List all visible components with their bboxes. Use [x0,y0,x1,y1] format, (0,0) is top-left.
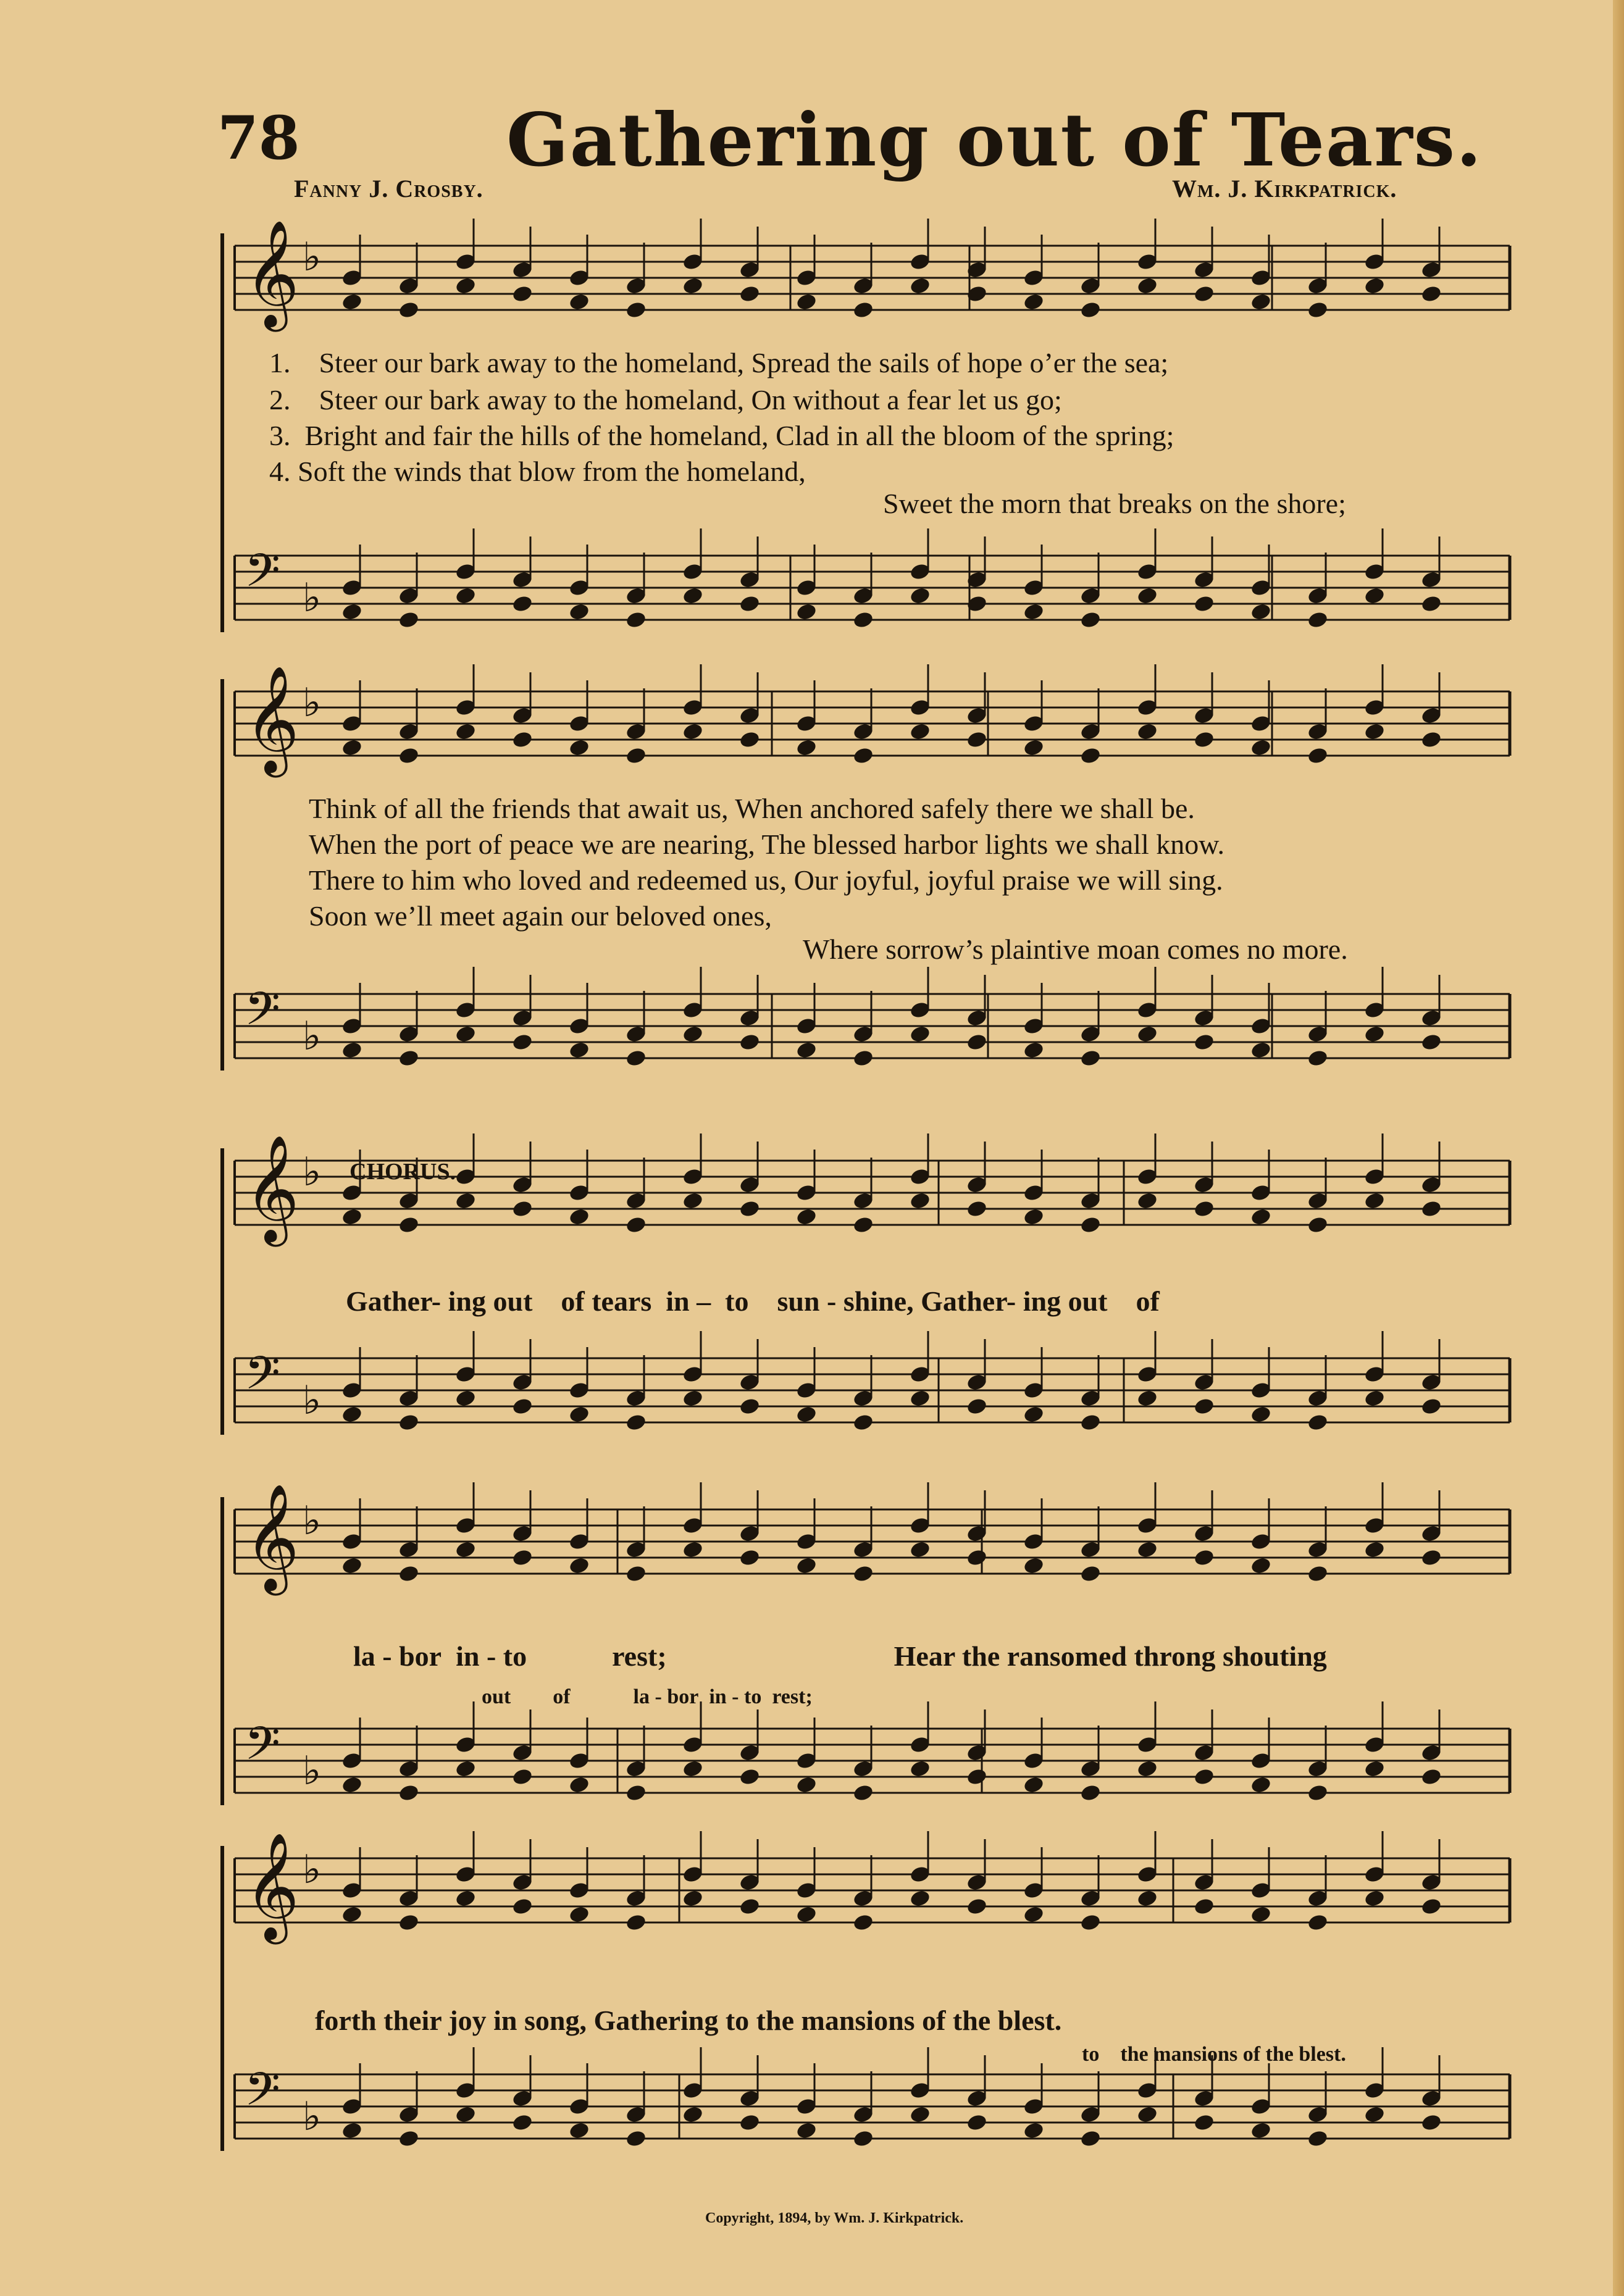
note-head [1307,1049,1329,1068]
chorus-lyric-line-3: forth their joy in song, Gathering to the mansions of the blest. [315,2005,1062,2036]
note-head [1193,1548,1215,1568]
note-head [511,2113,534,2132]
bass-clef: 𝄢 [245,1346,280,1411]
note-head [625,301,647,320]
note-head [1307,1784,1329,1803]
verse-1-line-2: Think of all the friends that await us, When anchored safely there we shall be. [309,793,1195,824]
treble-clef: 𝄞 [245,1832,299,1940]
note-head [568,2121,590,2140]
note-head [1023,1041,1045,1060]
note-head [1250,603,1272,622]
note-head [568,1208,590,1227]
note-head [795,1556,818,1576]
note-head [795,1905,818,1924]
note-head [1136,1760,1158,1779]
note-head [852,611,874,630]
note-head [909,2105,931,2124]
note-head [909,1389,931,1408]
note-head [341,1405,363,1424]
note-head [1363,277,1386,296]
note-head [966,1548,988,1568]
note-head [1363,1192,1386,1211]
note-head [625,2129,647,2148]
note-head [1363,1389,1386,1408]
note-head [1023,1556,1045,1576]
note-head [1136,1025,1158,1044]
chorus-bass-echo-2: to the mansions of the blest. [1082,2043,1346,2066]
note-head [398,1913,420,1932]
note-head [398,746,420,766]
note-head [682,277,704,296]
note-head [682,1540,704,1559]
note-head [398,1784,420,1803]
note-head [1420,1033,1442,1052]
note-head [1363,1889,1386,1908]
note-head [341,1556,363,1576]
note-head [1079,1413,1102,1432]
note-head [625,611,647,630]
note-head [511,1768,534,1787]
note-head [625,1413,647,1432]
note-head [625,1564,647,1584]
note-head [1193,1033,1215,1052]
note-head [1250,293,1272,312]
note-head [1079,1913,1102,1932]
note-head [966,1200,988,1219]
chorus-lyric-line-1: Gather- ing out of tears in – to sun - shine, Gather- ing out of [346,1285,1160,1317]
treble-clef: 𝄞 [245,666,299,773]
note-head [1420,730,1442,749]
note-head [966,1897,988,1916]
chorus-label: CHORUS. [349,1159,456,1185]
note-head [1136,1540,1158,1559]
note-head [1079,1216,1102,1235]
note-head [1136,277,1158,296]
note-head [682,1760,704,1779]
page-edge [1613,0,1624,2296]
note-head [1307,2129,1329,2148]
note-head [682,2105,704,2124]
note-head [398,611,420,630]
note-head [568,1041,590,1060]
note-head [739,2113,761,2132]
note-head [1193,285,1215,304]
note-head [909,277,931,296]
flat-sign: ♭ [303,680,322,726]
note-head [682,1389,704,1408]
note-head [398,1564,420,1584]
note-head [1363,587,1386,606]
note-head [909,1540,931,1559]
note-head [341,603,363,622]
note-head [341,1776,363,1795]
verse-4-line-2-continued: Where sorrow’s plaintive moan comes no more. [803,933,1348,965]
note-head [1136,1389,1158,1408]
flat-sign: ♭ [303,1847,322,1893]
note-head [1023,293,1045,312]
note-head [682,587,704,606]
note-head [682,1025,704,1044]
flat-sign: ♭ [303,1498,322,1544]
chorus-lyric-line-2: la - bor in - to rest; Hear the ransomed throng shouting [353,1640,1327,1672]
note-head [341,1905,363,1924]
note-head [1136,2105,1158,2124]
note-head [511,730,534,749]
note-head [795,1208,818,1227]
note-head [795,738,818,758]
note-head [795,1776,818,1795]
verse-3-line-2: There to him who loved and redeemed us, Our joyful, joyful praise we will sing. [309,864,1223,896]
note-head [625,746,647,766]
flat-sign: ♭ [303,575,322,621]
treble-clef: 𝄞 [245,1135,299,1242]
note-head [454,587,477,606]
note-head [454,1540,477,1559]
note-head [568,293,590,312]
note-head [1023,1905,1045,1924]
note-head [682,1889,704,1908]
note-head [1023,2121,1045,2140]
note-head [909,587,931,606]
note-head [568,1405,590,1424]
note-head [511,1033,534,1052]
note-head [739,1897,761,1916]
note-head [625,1784,647,1803]
verse-2-line-1: 2. Steer our bark away to the homeland, On without a fear let us go; [269,384,1062,415]
note-head [1079,1784,1102,1803]
note-head [454,1889,477,1908]
note-head [1193,1897,1215,1916]
note-head [568,603,590,622]
note-head [909,1025,931,1044]
treble-clef: 𝄞 [245,1484,299,1591]
note-head [1136,1192,1158,1211]
note-head [1250,1556,1272,1576]
verse-1-line-1: 1. Steer our bark away to the homeland, Spread the sails of hope o’er the sea; [269,347,1169,378]
note-head [454,1760,477,1779]
note-head [1193,1397,1215,1416]
note-head [454,1192,477,1211]
note-head [1023,1405,1045,1424]
note-head [1023,1776,1045,1795]
note-head [398,1216,420,1235]
note-head [739,1397,761,1416]
note-head [1250,738,1272,758]
note-head [1193,1768,1215,1787]
note-head [1079,301,1102,320]
note-head [511,1200,534,1219]
note-head [1420,1897,1442,1916]
note-head [852,1784,874,1803]
note-head [625,1049,647,1068]
verse-3-line-1: 3. Bright and fair the hills of the homeland, Clad in all the bloom of the spring; [269,420,1174,451]
hymn-title: Gathering out of Tears. [506,97,1483,183]
note-head [795,1405,818,1424]
note-head [1420,2113,1442,2132]
note-head [739,595,761,614]
note-head [739,730,761,749]
note-head [454,1025,477,1044]
note-head [739,285,761,304]
note-head [966,1768,988,1787]
note-head [1307,1413,1329,1432]
note-head [1250,1776,1272,1795]
bass-clef: 𝄢 [245,544,280,609]
note-head [795,603,818,622]
note-head [1193,2113,1215,2132]
note-head [1307,1564,1329,1584]
note-head [454,722,477,741]
flat-sign: ♭ [303,1378,322,1424]
note-head [1079,611,1102,630]
chorus-bass-echo-1: out of la - bor in - to rest; [482,1685,813,1708]
bass-clef: 𝄢 [245,982,280,1047]
note-head [1023,1208,1045,1227]
note-head [568,1905,590,1924]
note-head [1193,595,1215,614]
bass-clef: 𝄢 [245,2063,280,2127]
note-head [852,301,874,320]
note-head [341,293,363,312]
note-head [739,1548,761,1568]
note-head [454,1389,477,1408]
note-head [511,1397,534,1416]
verse-4-line-1-continued: Sweet the morn that breaks on the shore; [883,488,1346,519]
verse-2-line-2: When the port of peace we are nearing, The blessed harbor lights we shall know. [309,829,1224,860]
note-head [511,285,534,304]
flat-sign: ♭ [303,1748,322,1794]
note-head [966,730,988,749]
flat-sign: ♭ [303,2094,322,2140]
note-head [682,722,704,741]
note-head [1136,1889,1158,1908]
note-head [795,2121,818,2140]
note-head [682,1192,704,1211]
note-head [1363,1540,1386,1559]
note-head [398,2129,420,2148]
note-head [398,1413,420,1432]
note-head [852,2129,874,2148]
note-head [341,2121,363,2140]
verse-4-line-1: 4. Soft the winds that blow from the homeland, [269,456,806,487]
note-head [909,1760,931,1779]
note-head [1363,2105,1386,2124]
note-head [568,1556,590,1576]
note-head [398,1049,420,1068]
note-head [1363,722,1386,741]
note-head [966,1397,988,1416]
note-head [511,595,534,614]
note-head [1250,2121,1272,2140]
note-head [1023,738,1045,758]
note-head [341,1208,363,1227]
note-head [739,1033,761,1052]
note-head [341,1041,363,1060]
note-head [1193,1200,1215,1219]
note-head [1363,1025,1386,1044]
note-head [852,1413,874,1432]
flat-sign: ♭ [303,1150,322,1195]
note-head [1136,722,1158,741]
note-head [625,1913,647,1932]
note-head [454,2105,477,2124]
treble-clef: 𝄞 [245,220,299,327]
note-head [852,746,874,766]
note-head [739,1768,761,1787]
composer-credit: Wm. J. Kirkpatrick. [1172,175,1397,202]
note-head [1420,1200,1442,1219]
note-head [852,1049,874,1068]
note-head [1420,1397,1442,1416]
note-head [909,1889,931,1908]
note-head [1079,2129,1102,2148]
note-head [966,2113,988,2132]
note-head [1250,1905,1272,1924]
note-head [1136,587,1158,606]
page-number: 78 [217,103,300,173]
verse-4-line-2: Soon we’ll meet again our beloved ones, [309,900,772,932]
note-head [568,1776,590,1795]
note-head [1420,1548,1442,1568]
note-head [511,1548,534,1568]
note-head [1307,1913,1329,1932]
note-head [1307,301,1329,320]
author-credit: Fanny J. Crosby. [294,175,483,202]
note-head [398,301,420,320]
note-head [1250,1208,1272,1227]
note-head [1307,746,1329,766]
note-head [795,1041,818,1060]
note-head [1079,1564,1102,1584]
flat-sign: ♭ [303,1014,322,1059]
note-head [852,1216,874,1235]
note-head [795,293,818,312]
note-head [739,1200,761,1219]
copyright-notice: Copyright, 1894, by Wm. J. Kirkpatrick. [705,2210,964,2226]
note-head [1363,1760,1386,1779]
flat-sign: ♭ [303,235,322,280]
note-head [1079,746,1102,766]
note-head [568,738,590,758]
note-head [909,722,931,741]
bass-clef: 𝄢 [245,1717,280,1782]
note-head [1420,595,1442,614]
note-head [852,1913,874,1932]
note-head [625,1216,647,1235]
note-head [1023,603,1045,622]
note-head [1307,611,1329,630]
note-head [1193,730,1215,749]
note-head [852,1564,874,1584]
note-head [1079,1049,1102,1068]
note-head [511,1897,534,1916]
note-head [966,1033,988,1052]
note-head [341,738,363,758]
note-head [1250,1405,1272,1424]
note-head [1420,1768,1442,1787]
note-head [1250,1041,1272,1060]
note-head [1307,1216,1329,1235]
note-head [1420,285,1442,304]
note-head [909,1192,931,1211]
note-head [454,277,477,296]
